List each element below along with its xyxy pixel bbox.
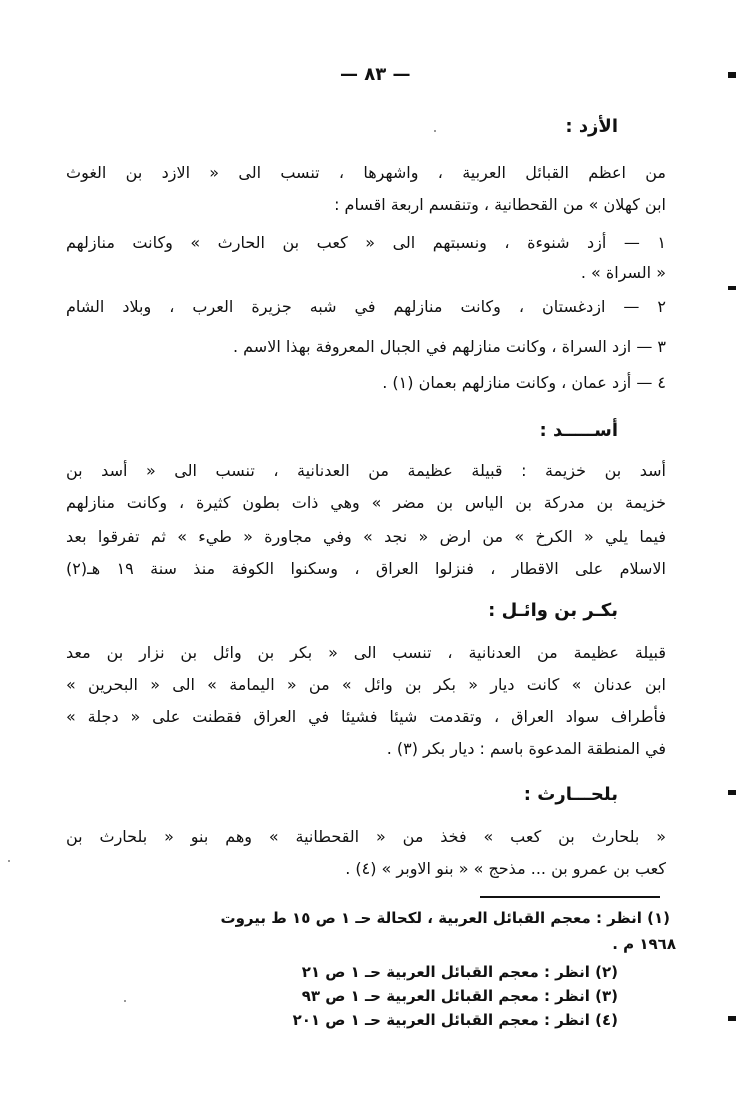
- page-number: — ٨٣ —: [340, 64, 411, 85]
- scan-edge-mark: [728, 790, 736, 795]
- section-heading-balharith: بلحـــارث :: [523, 784, 618, 805]
- footnote: (٢) انظر : معجم القبائل العربية حـ ١ ص ٢١: [301, 963, 618, 981]
- footnote-divider: [480, 896, 660, 898]
- paragraph-line: ابن عدنان » كانت ديار « بكر بن وائل » من « اليمامة » الى « البحرين »: [66, 675, 666, 694]
- list-item-line: ٣ — ازد السراة ، وكانت منازلهم في الجبال المعروفة بهذا الاسم .: [232, 337, 666, 356]
- paragraph-line: فأطراف سواد العراق ، وتقدمت شيئا فشيئا في العراق فقطنت على « دجلة »: [66, 707, 666, 726]
- paragraph-line: الاسلام على الاقطار ، فنزلوا العراق ، وسكنوا الكوفة منذ سنة ١٩ هـ(٢): [66, 559, 666, 578]
- scan-speck: [124, 1000, 126, 1002]
- scan-edge-mark: [728, 286, 736, 290]
- footnote: (٤) انظر : معجم القبائل العربية حـ ١ ص ٢٠١: [292, 1011, 618, 1029]
- paragraph-line: ابن كهلان » من القحطانية ، وتنقسم اربعة اقسام :: [334, 195, 666, 214]
- section-heading-azd: الأزد :: [565, 116, 618, 137]
- scan-speck: [434, 130, 436, 132]
- list-item-line: « السراة » .: [580, 263, 666, 282]
- paragraph-line: « بلحارث بن كعب » فخذ من « القحطانية » وهم بنو « بلحارث بن: [66, 827, 666, 846]
- footnote: (١) انظر : معجم القبائل العربية ، لكحالة حـ ١ ص ١٥ ط بيروت: [220, 909, 670, 927]
- scan-edge-mark: [728, 1016, 736, 1021]
- paragraph-line: أسد بن خزيمة : قبيلة عظيمة من العدنانية ، تنسب الى « أسد بن: [66, 461, 666, 480]
- paragraph-line: من اعظم القبائل العربية ، واشهرها ، تنسب الى « الازد بن الغوث: [66, 163, 666, 182]
- paragraph-line: خزيمة بن مدركة بن الياس بن مضر » وهي ذات بطون كثيرة ، وكانت منازلهم: [66, 493, 666, 512]
- scan-speck: [8, 860, 10, 862]
- paragraph-line: في المنطقة المدعوة باسم : ديار بكر (٣) .: [386, 739, 666, 758]
- footnote-continuation: ١٩٦٨ م .: [612, 935, 676, 953]
- list-item-line: ١ — أزد شنوءة ، ونسبتهم الى « كعب بن الحارث » وكانت منازلهم: [66, 233, 666, 252]
- paragraph-line: كعب بن عمرو بن ... مذحج » « بنو الاوبر » (٤) .: [345, 859, 666, 878]
- paragraph-line: قبيلة عظيمة من العدنانية ، تنسب الى « بكر بن وائل بن نزار بن معد: [66, 643, 666, 662]
- section-heading-bakr: بكـر بن وائـل :: [488, 600, 618, 621]
- scan-edge-mark: [728, 72, 736, 78]
- list-item-line: ٢ — ازدغستان ، وكانت منازلهم في شبه جزيرة العرب ، وبلاد الشام: [66, 297, 666, 316]
- footnote: (٣) انظر : معجم القبائل العربية حـ ١ ص ٩٣: [301, 987, 618, 1005]
- list-item-line: ٤ — أزد عمان ، وكانت منازلهم بعمان (١) .: [382, 373, 666, 392]
- paragraph-line: فيما يلي « الكرخ » من ارض « نجد » وفي مجاورة « طيء » ثم تفرقوا بعد: [66, 527, 666, 546]
- section-heading-asad: أســـــد :: [539, 420, 618, 441]
